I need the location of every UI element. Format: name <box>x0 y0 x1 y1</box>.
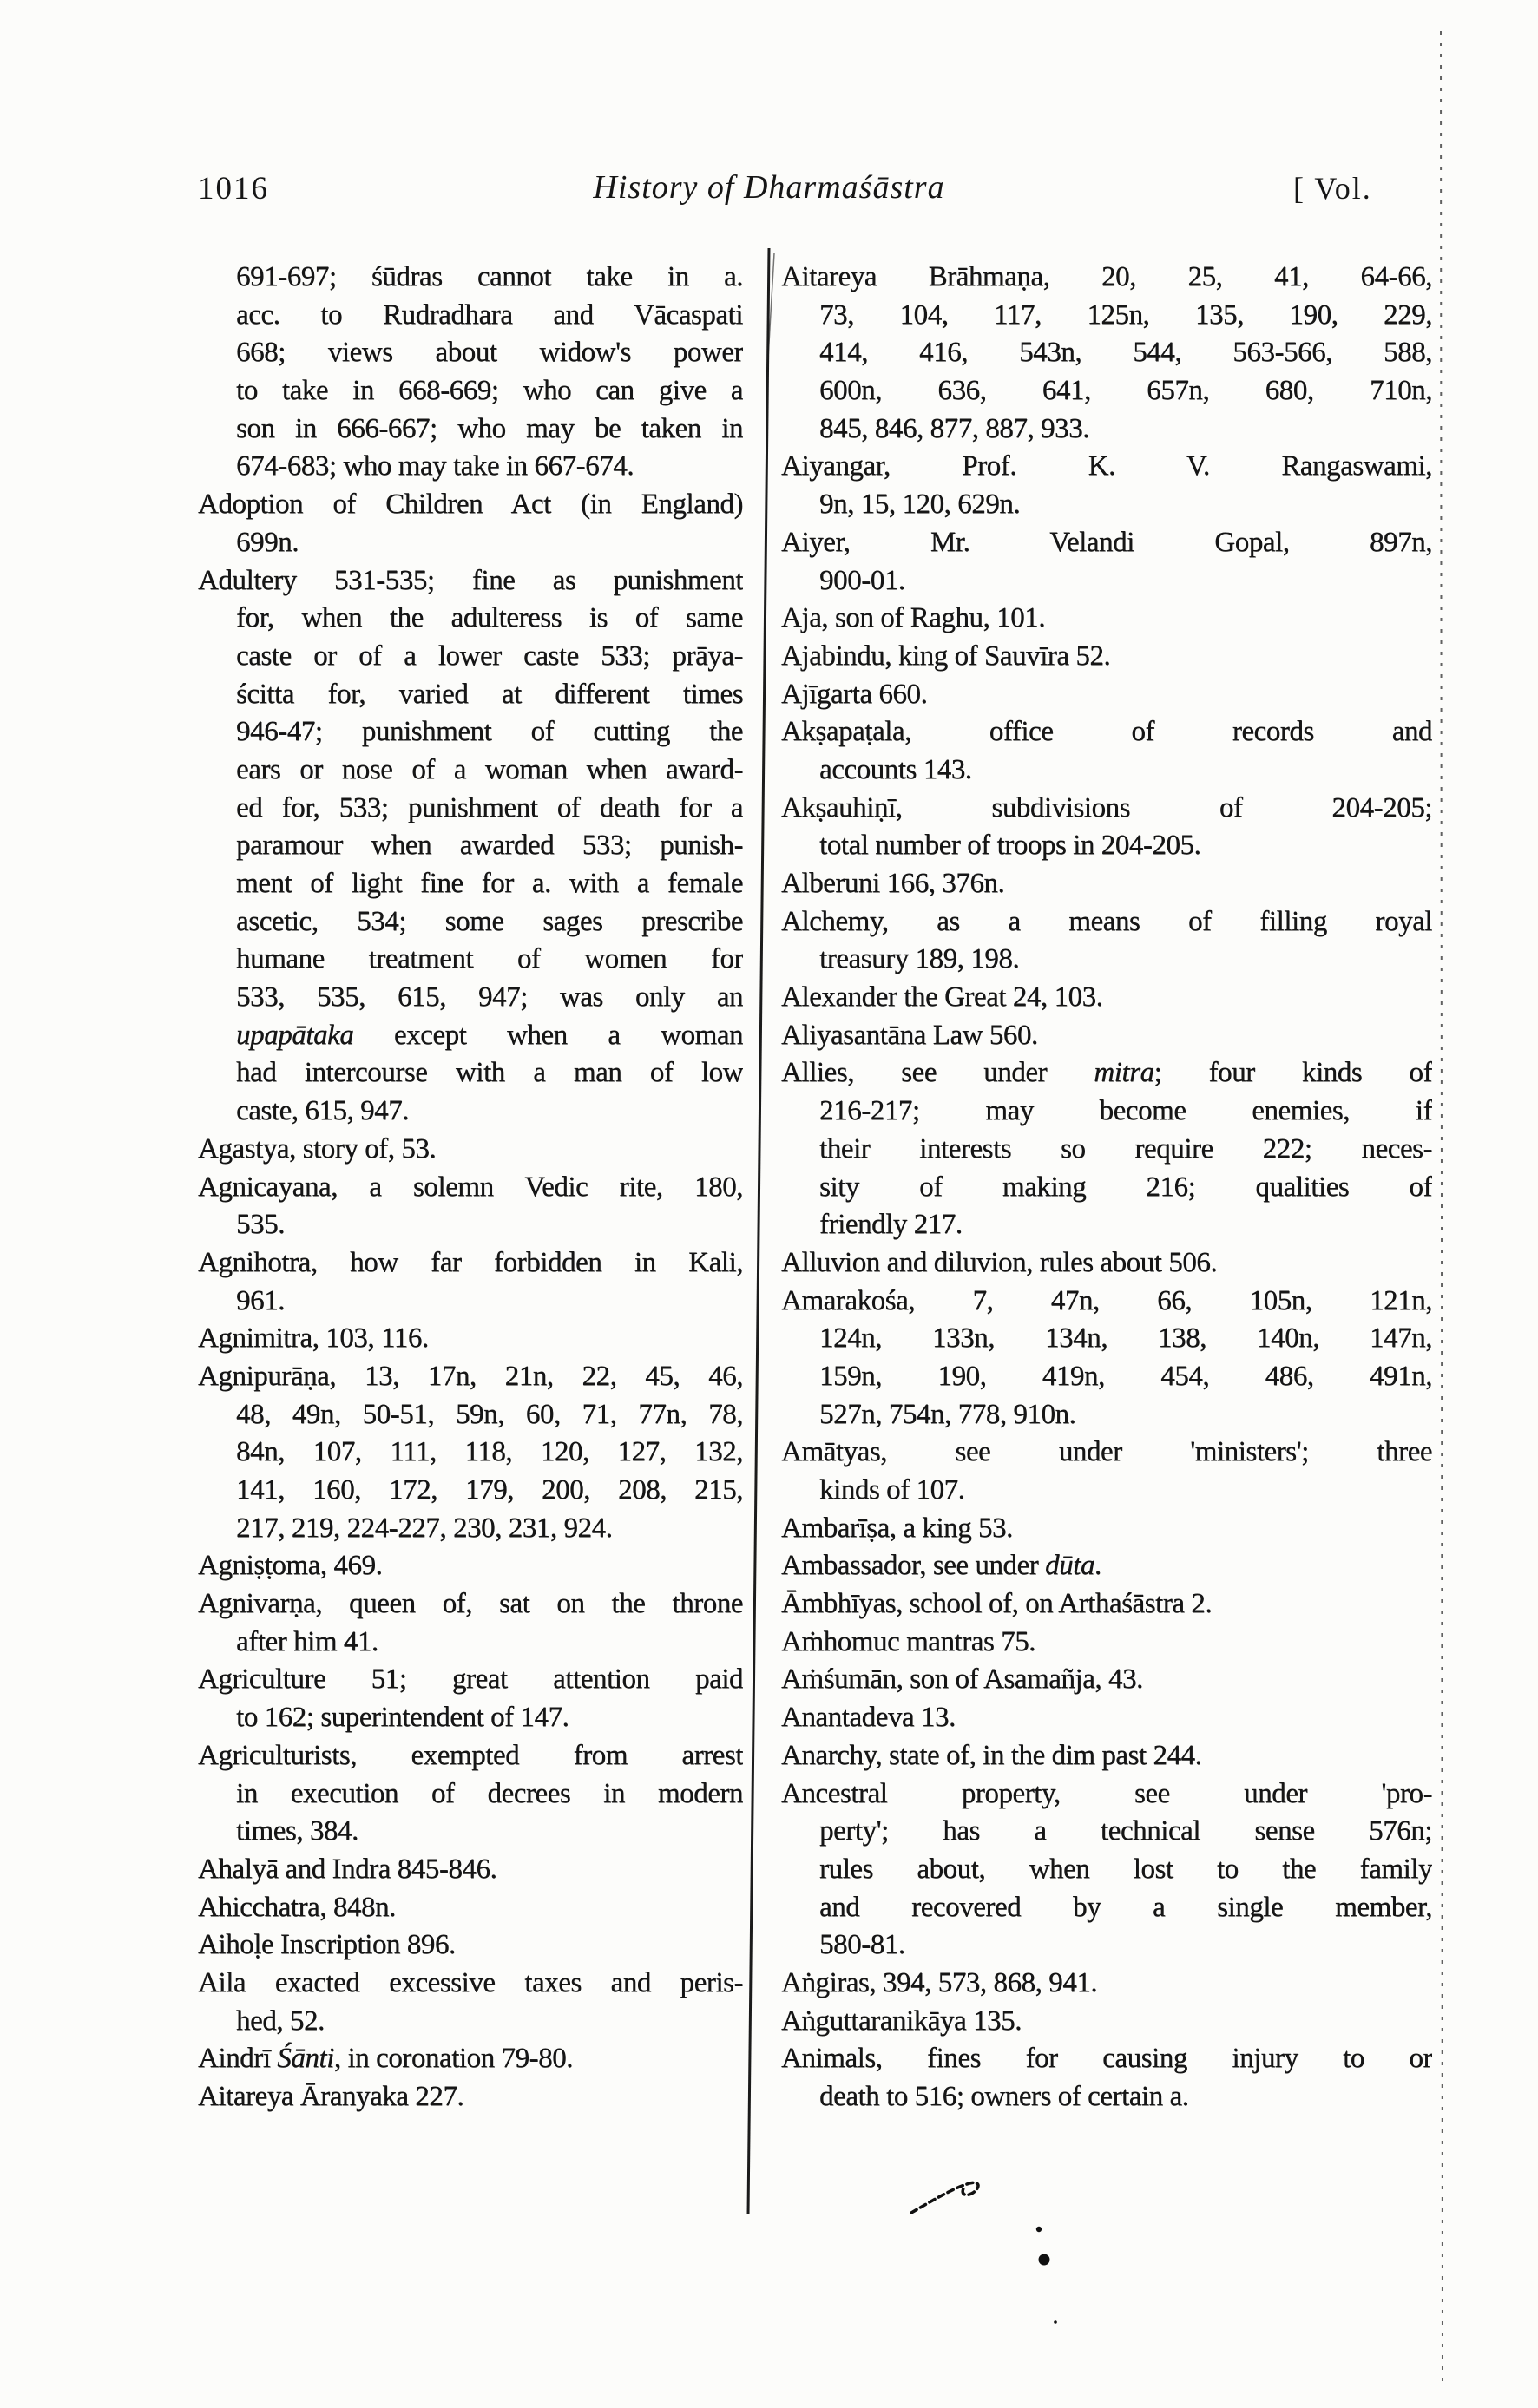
index-line: 699n. <box>236 526 299 558</box>
index-line: Ajabindu, king of Sauvīra 52. <box>781 640 1111 672</box>
index-line: Animals, fines for causing injury to or <box>781 2043 1432 2075</box>
index-line: Aiyangar, Prof. K. V. Rangaswami, <box>781 450 1432 482</box>
index-line: upapātaka except when a woman <box>236 1019 743 1051</box>
index-line: Agnicayana, a solemn Vedic rite, 180, <box>198 1171 743 1203</box>
index-line: Agastya, story of, 53. <box>198 1132 437 1165</box>
index-line: humane treatment of women for <box>236 943 743 975</box>
index-line: ścitta for, varied at different times <box>236 678 743 710</box>
index-line: 691-697; śūdras cannot take in a. <box>236 261 743 292</box>
right-margin-dashed-line <box>1441 31 1443 2385</box>
index-line: Aṁśumān, son of Asamañja, 43. <box>781 1663 1143 1696</box>
index-line: Alberuni 166, 376n. <box>781 868 1005 899</box>
index-left-column <box>198 259 743 2116</box>
index-line: 674-683; who may take in 667-674. <box>236 450 634 482</box>
index-line: Adoption of Children Act (in England) <box>198 489 743 521</box>
index-line: Ambassador, see under dūta. <box>781 1550 1101 1582</box>
index-line: Aliyasantāna Law 560. <box>781 1019 1038 1051</box>
index-line: sity of making 216; qualities of <box>819 1171 1432 1203</box>
index-line: Aṅgiras, 394, 573, 868, 941. <box>781 1966 1098 1998</box>
index-line: 845, 846, 877, 887, 933. <box>819 412 1089 444</box>
index-line: ascetic, 534; some sages prescribe <box>236 905 743 937</box>
index-line: Aila exacted excessive taxes and peris- <box>198 1966 743 1998</box>
volume-label: [ Vol. <box>1293 171 1372 206</box>
index-line: Agnivarṇa, queen of, sat on the throne <box>198 1588 743 1620</box>
index-line: and recovered by a single member, <box>819 1891 1432 1923</box>
index-line: Ahicchatra, 848n. <box>198 1891 396 1923</box>
page-number: 1016 <box>198 171 269 207</box>
index-line: to take in 668-669; who can give a <box>236 375 743 407</box>
index-line: 9n, 15, 120, 629n. <box>819 489 1021 521</box>
index-line: Āmbhīyas, school of, on Arthaśāstra 2. <box>781 1588 1213 1620</box>
index-line: 580-81. <box>819 1929 905 1961</box>
index-line: Adultery 531-535; fine as punishment <box>198 564 743 596</box>
index-line: Akṣauhiṇī, subdivisions of 204-205; <box>781 791 1432 823</box>
index-line: death to 516; owners of certain a. <box>819 2081 1189 2112</box>
index-line: Aihoḷe Inscription 896. <box>198 1929 456 1961</box>
index-line: paramour when awarded 533; punish- <box>236 830 743 862</box>
index-line: acc. to Rudradhara and Vācaspati <box>236 299 743 331</box>
index-line: ment of light fine for a. with a female <box>236 868 743 899</box>
index-line: 414, 416, 543n, 544, 563-566, 588, <box>819 337 1432 369</box>
index-line: 124n, 133n, 134n, 138, 140n, 147n, <box>819 1322 1432 1355</box>
index-line: Aitareya Āranyaka 227. <box>198 2081 464 2112</box>
index-line: Anantadeva 13. <box>781 1702 956 1734</box>
index-line: Ambarīṣa, a king 53. <box>781 1512 1013 1544</box>
index-line: 73, 104, 117, 125n, 135, 190, 229, <box>819 299 1432 331</box>
index-line: son in 666-667; who may be taken in <box>236 412 743 444</box>
index-line: Aindrī Śānti, in coronation 79-80. <box>198 2043 573 2075</box>
index-line: Akṣapaṭala, office of records and <box>781 716 1432 748</box>
index-line: treasury 189, 198. <box>819 943 1020 975</box>
index-line: Aiyer, Mr. Velandi Gopal, 897n, <box>781 526 1432 558</box>
column-divider-rule-echo <box>767 253 774 373</box>
index-line: to 162; superintendent of 147. <box>236 1702 569 1734</box>
index-line: 535. <box>236 1209 285 1241</box>
page-title: History of Dharmaśāstra <box>593 169 945 206</box>
index-line: 217, 219, 224-227, 230, 231, 924. <box>236 1512 613 1544</box>
index-line: 961. <box>236 1284 285 1316</box>
index-line: Agnimitra, 103, 116. <box>198 1322 429 1355</box>
index-line: Alluvion and diluvion, rules about 506. <box>781 1246 1218 1278</box>
column-divider-rule <box>748 248 769 2214</box>
index-right-column <box>781 259 1432 2116</box>
index-line: Ahalyā and Indra 845-846. <box>198 1853 497 1885</box>
index-line: 141, 160, 172, 179, 200, 208, 215, <box>236 1474 743 1506</box>
index-line: 600n, 636, 641, 657n, 680, 710n, <box>819 375 1432 407</box>
index-line: their interests so require 222; neces- <box>819 1132 1432 1165</box>
index-line: 159n, 190, 419n, 454, 486, 491n, <box>819 1360 1432 1392</box>
index-line: caste, 615, 947. <box>236 1095 410 1127</box>
ink-dot-large <box>1039 2254 1050 2266</box>
index-line: ears or nose of a woman when award- <box>236 753 743 785</box>
index-line: times, 384. <box>236 1815 358 1847</box>
index-line: Aṅguttaranikāya 135. <box>781 2004 1022 2037</box>
index-line: Alexander the Great 24, 103. <box>781 981 1103 1014</box>
index-line: rules about, when lost to the family <box>819 1853 1432 1885</box>
ink-dot-tiny <box>1054 2320 1057 2324</box>
index-line: in execution of decrees in modern <box>236 1777 743 1809</box>
index-line: Allies, see under mitra; four kinds of <box>781 1057 1432 1089</box>
pen-squiggle-mark <box>911 2182 978 2213</box>
index-line: Agnipurāṇa, 13, 17n, 21n, 22, 45, 46, <box>198 1360 743 1392</box>
index-line: Agriculturists, exempted from arrest <box>198 1739 743 1771</box>
index-line: for, when the adulteress is of same <box>236 602 743 634</box>
index-line: Alchemy, as a means of filling royal <box>781 905 1432 937</box>
index-line: total number of troops in 204-205. <box>819 830 1201 862</box>
index-line: Ancestral property, see under 'pro- <box>781 1777 1432 1809</box>
index-line: accounts 143. <box>819 753 972 785</box>
index-line: after him 41. <box>236 1625 378 1657</box>
index-line: 533, 535, 615, 947; was only an <box>236 981 743 1014</box>
index-line: Aja, son of Raghu, 101. <box>781 602 1046 634</box>
index-line: Agniṣṭoma, 469. <box>198 1550 383 1582</box>
index-line: caste or of a lower caste 533; prāya- <box>236 640 743 672</box>
index-line: Agriculture 51; great attention paid <box>198 1663 743 1696</box>
index-line: friendly 217. <box>819 1209 963 1241</box>
index-line: 900-01. <box>819 564 905 596</box>
index-line: 668; views about widow's power <box>236 337 743 369</box>
index-line: had intercourse with a man of low <box>236 1057 743 1089</box>
index-line: Amātyas, see under 'ministers'; three <box>781 1436 1432 1468</box>
index-line: 527n, 754n, 778, 910n. <box>819 1398 1076 1430</box>
index-line: ed for, 533; punishment of death for a <box>236 791 743 823</box>
index-line: Aitareya Brāhmaṇa, 20, 25, 41, 64-66, <box>781 261 1432 292</box>
index-line: Ajīgarta 660. <box>781 678 928 710</box>
index-line: hed, 52. <box>236 2004 325 2037</box>
index-line: 48, 49n, 50-51, 59n, 60, 71, 77n, 78, <box>236 1398 743 1430</box>
index-line: Amarakośa, 7, 47n, 66, 105n, 121n, <box>781 1284 1432 1316</box>
index-line: Anarchy, state of, in the dim past 244. <box>781 1739 1202 1771</box>
index-line: Aṁhomuc mantras 75. <box>781 1625 1035 1657</box>
index-line: kinds of 107. <box>819 1474 965 1506</box>
ink-dot-small <box>1036 2227 1042 2232</box>
index-line: Agnihotra, how far forbidden in Kali, <box>198 1246 743 1278</box>
index-line: 946-47; punishment of cutting the <box>236 716 743 748</box>
index-line: 216-217; may become enemies, if <box>819 1095 1432 1127</box>
index-line: 84n, 107, 111, 118, 120, 127, 132, <box>236 1436 743 1468</box>
index-line: perty'; has a technical sense 576n; <box>819 1815 1432 1847</box>
